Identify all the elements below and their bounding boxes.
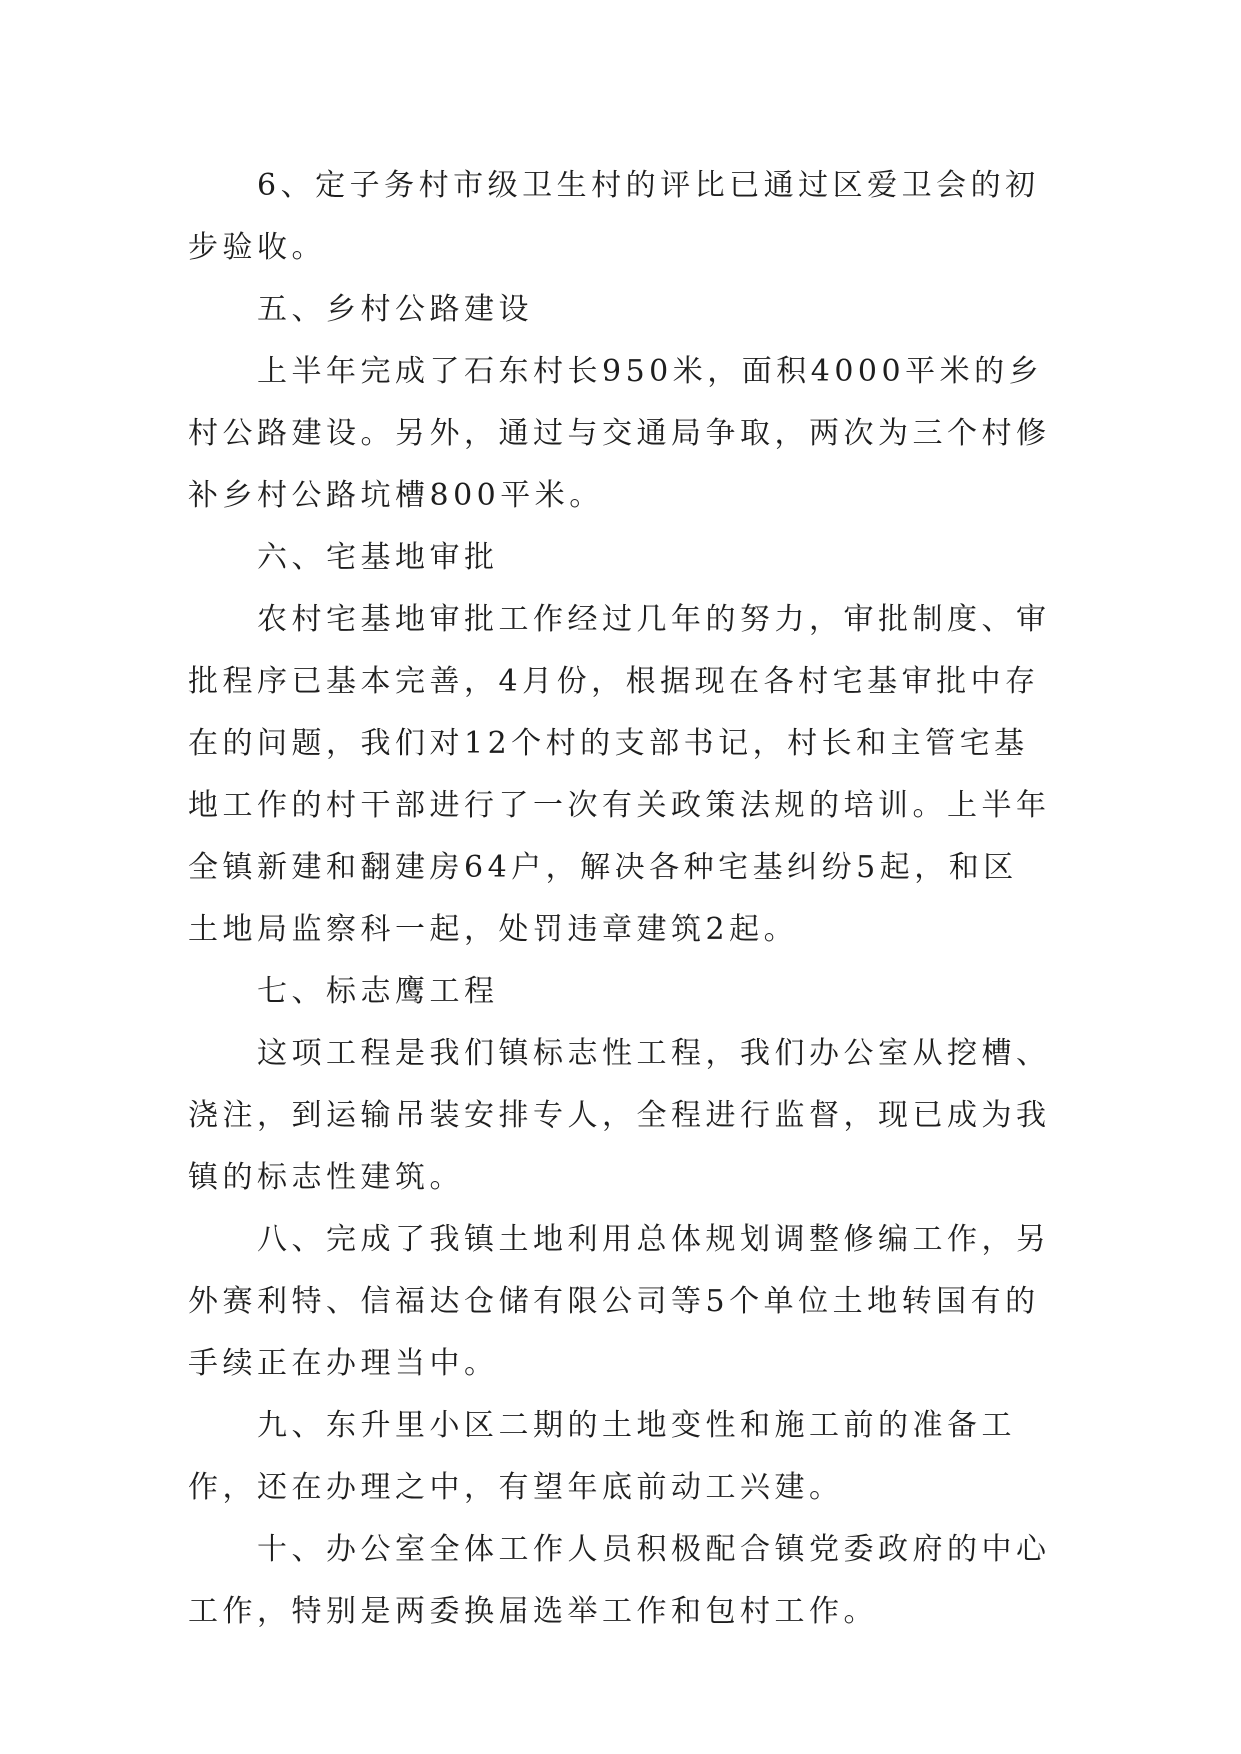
document-body [188, 155, 1052, 1643]
paragraph-land-planning: 八、完成了我镇土地利用总体规划调整修编工作，另外赛利特、信福达仓储有限公司等5个单位土地转国有的手续正在办理当中。 [188, 1222, 1051, 1381]
paragraph-homestead-approval: 农村宅基地审批工作经过几年的努力，审批制度、审批程序已基本完善，4月份，根据现在各村宅基审批中存在的问题，我们对12个村的支部书记，村长和主管宅基地工作的村干部进行了一次有关政策法规的培训。上半年全镇新建和翻建房64户，解决各种宅基纠纷5起，和区土地局监察科一起，处罚违章建筑2起。 [188, 602, 1051, 947]
paragraph-eagle-project: 这项工程是我们镇标志性工程，我们办公室从挖槽、浇注，到运输吊装安排专人，全程进行监督，现已成为我镇的标志性建筑。 [188, 1036, 1051, 1195]
paragraph-item-6-acceptance: 6、定子务村市级卫生村的评比已通过区爱卫会的初步验收。 [188, 168, 1040, 265]
paragraph-office-staff: 十、办公室全体工作人员积极配合镇党委政府的中心工作，特别是两委换届选举工作和包村工作。 [188, 1532, 1051, 1629]
section-heading-eagle-project: 七、标志鹰工程 [257, 974, 499, 1009]
section-heading-homestead-approval: 六、宅基地审批 [257, 540, 499, 575]
paragraph-dongshengli-phase2: 九、东升里小区二期的土地变性和施工前的准备工作，还在办理之中，有望年底前动工兴建。 [188, 1408, 1016, 1505]
section-heading-rural-roads: 五、乡村公路建设 [257, 292, 533, 327]
paragraph-rural-roads: 上半年完成了石东村长950米，面积4000平米的乡村公路建设。另外，通过与交通局争取，两次为三个村修补乡村公路坑槽800平米。 [188, 354, 1051, 513]
